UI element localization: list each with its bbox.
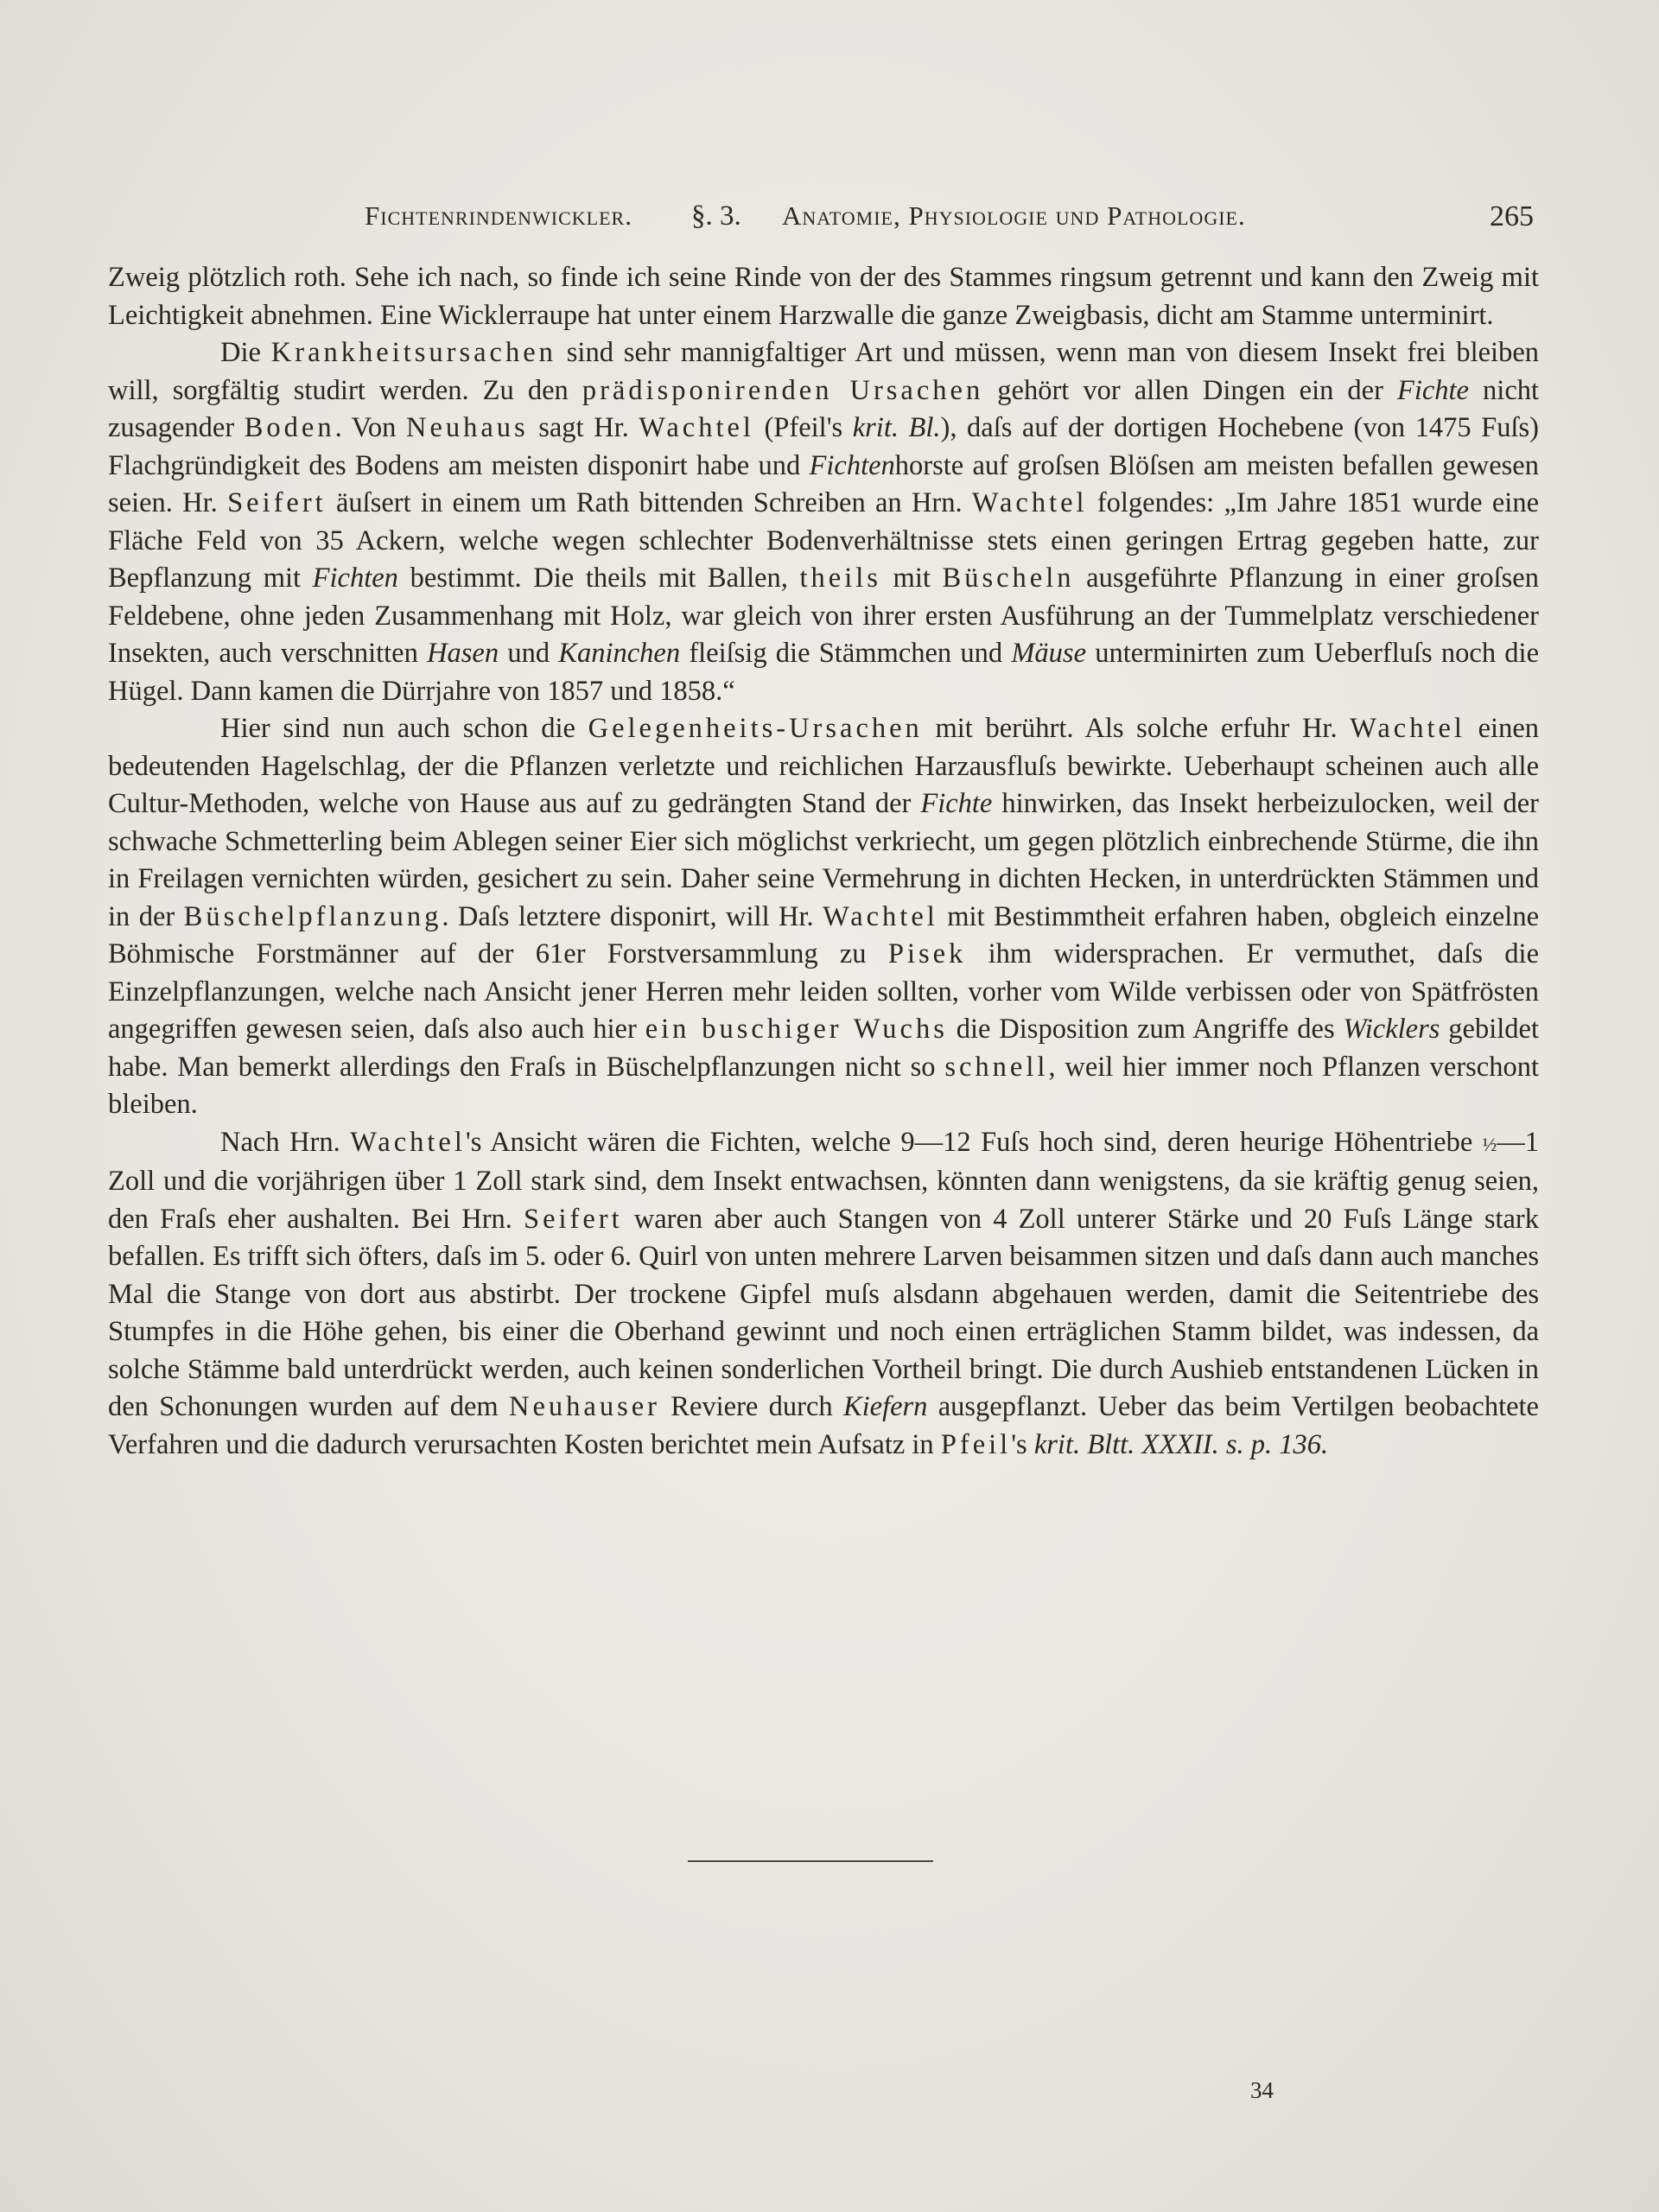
section-end-rule	[688, 1860, 933, 1862]
spaced-emphasis: Neuhauser	[509, 1391, 660, 1422]
italic-term: Mäuse	[1011, 638, 1087, 669]
running-head-subject: Anatomie, Physiologie und Pathologie.	[782, 200, 1246, 231]
spaced-emphasis: Büschelpflanzung	[183, 900, 442, 932]
text-run: —1 Zoll und die vorjährigen über 1 Zoll stark sind, dem Insekt entwachsen, könnten dann wenigstens, da sie kräftig genug seien, den Fraſs eher aushalten. Bei Hrn.	[108, 1126, 1539, 1235]
text-run: einen bedeutenden Hagelschlag, der die Pflanzen verletzte und reichlichen Harzausfluſs bewirkte. Ueberhaupt scheinen auch alle Cultur-Methoden, welche von Hause aus auf zu gedrängten Stand der	[108, 713, 1539, 819]
page-number: 265	[1490, 200, 1534, 232]
spaced-emphasis: Boden	[244, 412, 335, 443]
text-run: mit berührt. Als solche erfuhr Hr.	[922, 713, 1351, 744]
spaced-emphasis: Seifert	[524, 1203, 623, 1235]
spaced-emphasis: ein buschiger Wuchs	[645, 1014, 948, 1045]
running-head-title: Fichtenrindenwickler.	[365, 200, 632, 231]
text-run: waren aber auch Stangen von 4 Zoll unterer Stärke und 20 Fuſs Länge stark befallen. Es trifft sich öfters, daſs im 5. oder 6. Quirl von unten mehrere Larven beisammen sitzen und daſs dann auch manches Mal die Stange von dort aus abstirbt. Der trockene Gipfel muſs alsdann abgehauen werden, damit die Seitentriebe des Stumpfes in die Höhe gehen, bis einer die Oberhand gewinnt und noch einen erträglichen Stamm bildet, was indessen, da solche Stämme bald unterdrückt werden, auch keinen sonderlichen Vortheil bringt. Die durch Aushieb entstandenen Lücken in den Schonungen wurden auf dem	[108, 1203, 1539, 1422]
italic-term: Fichten	[312, 563, 398, 594]
running-head-section: §. 3.	[691, 200, 741, 232]
italic-term: Fichte	[920, 788, 993, 819]
spaced-emphasis: Seifert	[227, 487, 327, 518]
text-run: Die	[220, 337, 271, 368]
signature-mark: 34	[1250, 2077, 1274, 2103]
running-head	[0, 200, 1659, 238]
text-run: Reviere durch	[659, 1391, 843, 1422]
text-run: Hier sind nun auch schon die	[220, 713, 588, 744]
text-run: sind sehr mannigfaltiger Art und müssen, wenn man von diesem Insekt frei bleiben will, sorgfältig studirt werden. Zu den	[108, 337, 1539, 406]
spaced-emphasis: Büscheln	[942, 563, 1075, 594]
italic-term: Fichten	[809, 449, 895, 481]
text-run: . Daſs letztere disponirt, will Hr.	[442, 900, 823, 932]
italic-term: Kiefern	[842, 1391, 928, 1422]
spaced-emphasis: Wachtel	[350, 1126, 466, 1158]
text-run: sagt Hr.	[528, 412, 639, 443]
text-run: und	[499, 638, 559, 669]
spaced-emphasis: schnell	[944, 1051, 1049, 1083]
text-run: die Disposition zum Angriffe des	[947, 1014, 1344, 1045]
spaced-emphasis: theils	[799, 563, 881, 594]
text-run: mit	[880, 563, 943, 594]
text-run: , weil hier immer noch Pflanzen verschont bleiben.	[108, 1051, 1540, 1120]
text-run: 's Ansicht wären die Fichten, welche 9—12 Fuſs hoch sind, deren heurige Höhentriebe	[465, 1126, 1483, 1158]
fraction: ½	[1482, 1133, 1497, 1155]
spaced-emphasis: Pfeil	[940, 1428, 1012, 1460]
text-run: unterminirten zum Ueberfluſs noch die Hügel. Dann kamen die Dürrjahre von 1857 und 1858.“	[108, 638, 1539, 707]
text-run: nicht zusagender	[108, 374, 1540, 443]
text-run: mit Bestimmtheit erfahren haben, obgleich einzelne Böhmische Forstmänner auf der 61er Forstversammlung zu	[108, 900, 1540, 969]
body-text	[108, 259, 1539, 1464]
text-run: . Von	[334, 412, 406, 443]
spaced-emphasis: Wachtel	[823, 900, 938, 932]
text-run: horste auf groſsen Blöſsen am meisten befallen gewesen seien. Hr.	[108, 449, 1539, 518]
text-run: ausgeführte Pflanzung in einer groſsen Feldebene, ohne jeden Zusammenhang mit Holz, war gleich von ihrer ersten Ausführung an der Tummelplatz verschiedener Insekten, auch verschnitten	[108, 563, 1539, 669]
text-run: gebildet habe. Man bemerkt allerdings den Fraſs in Büschelpflanzungen nicht so	[108, 1014, 1539, 1083]
italic-term: Kaninchen	[558, 638, 681, 669]
paragraph	[108, 334, 1539, 710]
spaced-emphasis: Wachtel	[971, 487, 1088, 518]
spaced-emphasis: Wachtel	[1350, 713, 1465, 744]
text-run: folgendes: „Im Jahre 1851 wurde eine Fläche Feld von 35 Ackern, welche wegen schlechter Bodenverhältnisse stets einen geringen Ertrag gegeben hatte, zur Bepflanzung mit	[108, 487, 1540, 594]
text-run: ihm widersprachen. Er vermuthet, daſs die Einzelpflanzungen, welche nach Ansicht jener Herren mehr leiden sollten, vorher vom Wilde verbissen oder von Spätfrösten angegriffen gewesen seien, daſs also auch hier	[108, 938, 1539, 1045]
spaced-emphasis: Pisek	[887, 938, 967, 969]
spaced-emphasis: Neuhaus	[405, 412, 529, 443]
text-run: bestimmt. Die theils mit Ballen,	[397, 563, 800, 594]
spaced-emphasis: prädisponirenden Ursachen	[582, 374, 984, 406]
text-run: Nach Hrn.	[220, 1126, 351, 1158]
paragraph	[108, 710, 1539, 1124]
text-run: ausgepflanzt. Ueber das beim Vertilgen beobachtete Verfahren und die dadurch verursachten Kosten berichtet mein Aufsatz in	[108, 1391, 1539, 1460]
text-run: Zweig plötzlich roth. Sehe ich nach, so finde ich seine Rinde von der des Stammes ringsum getrennt und kann den Zweig mit Leichtigkeit abnehmen. Eine Wicklerraupe hat unter einem Harzwalle die ganze Zweigbasis, dicht am Stamme unterminirt.	[108, 262, 1539, 331]
text-run: 's	[1011, 1428, 1034, 1460]
italic-term: krit. Bl.	[852, 412, 941, 443]
spaced-emphasis: Gelegenheits-Ursachen	[588, 713, 923, 744]
text-run: äuſsert in einem um Rath bittenden Schreiben an Hrn.	[326, 487, 972, 518]
spaced-emphasis: Wachtel	[639, 412, 754, 443]
text-run: (Pfeil's	[753, 412, 853, 443]
text-run: gehört vor allen Dingen ein der	[983, 374, 1397, 406]
text-run: fleiſsig die Stämmchen und	[680, 638, 1012, 669]
italic-term: krit. Bltt. XXXII. s. p. 136.	[1033, 1428, 1329, 1460]
text-run: ), daſs auf der dortigen Hochebene (von 1475 Fuſs) Flachgründigkeit des Bodens am meisten disponirt habe und	[108, 412, 1540, 481]
paragraph	[108, 259, 1539, 334]
text-run: hinwirken, das Insekt herbeizulocken, weil der schwache Schmetterling beim Ablegen seiner Eier sich möglichst verkriecht, um gegen plötzlich einbrechende Stürme, die ihn in Freilagen vernichten würden, gesichert zu sein. Daher seine Vermehrung in dichten Hecken, in unterdrückten Stämmen und in der	[108, 788, 1539, 932]
italic-term: Wicklers	[1343, 1014, 1440, 1045]
italic-term: Hasen	[427, 638, 499, 669]
spaced-emphasis: Krankheitsursachen	[270, 337, 556, 368]
paragraph	[108, 1124, 1539, 1465]
italic-term: Fichte	[1396, 374, 1469, 406]
